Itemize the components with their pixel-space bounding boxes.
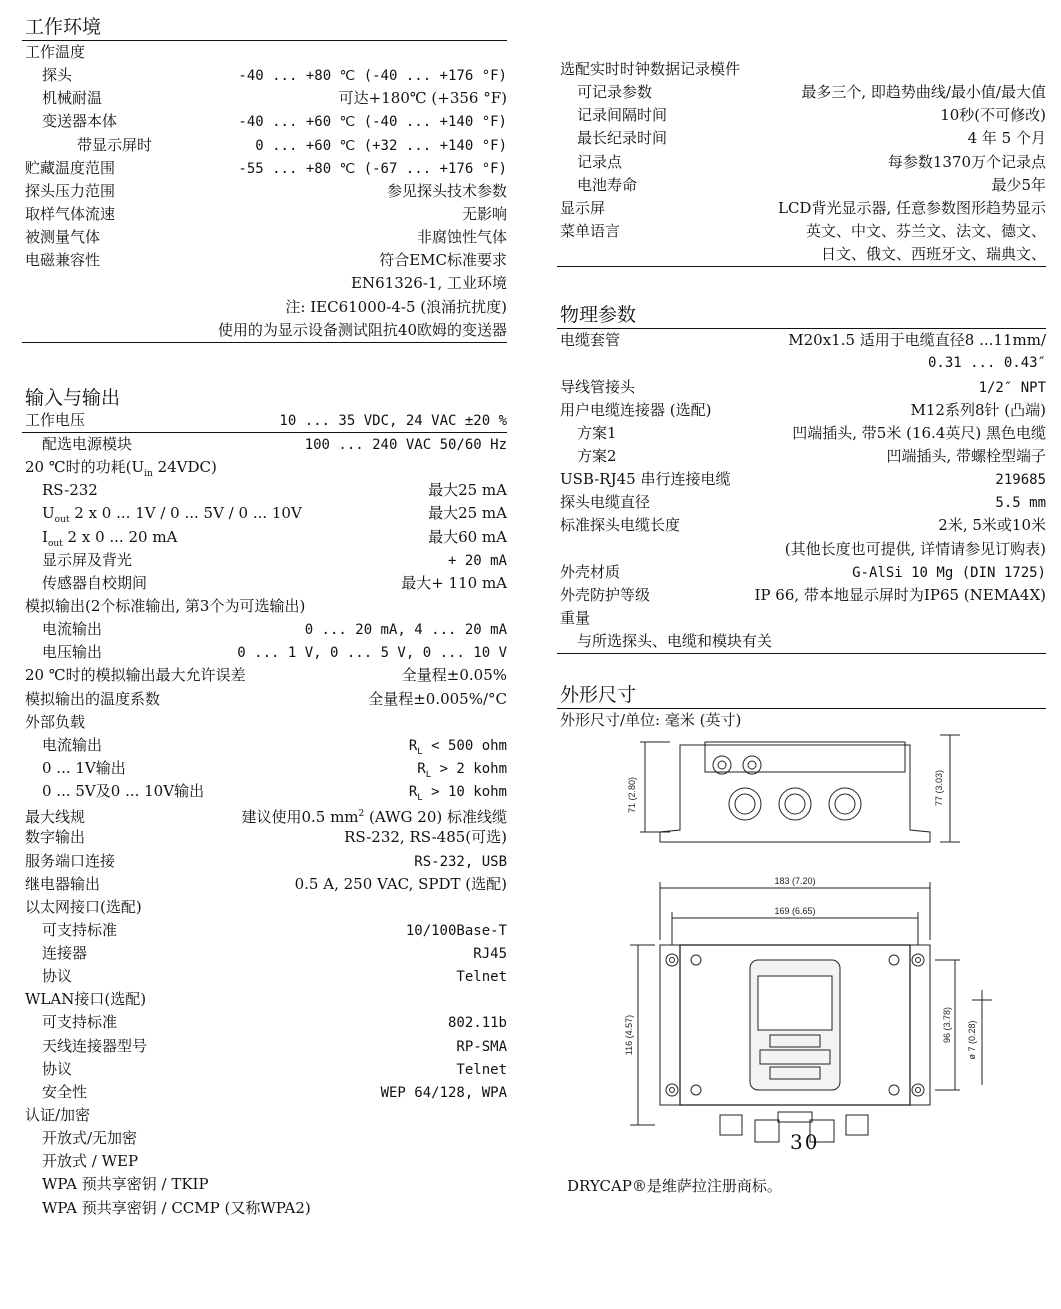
spec-value: + 20 mA [447, 552, 507, 569]
spec-value: 10/100Base-T [405, 922, 507, 939]
spec-row [557, 58, 1046, 81]
spec-label: 工作温度 [25, 43, 86, 61]
spec-label: 电压输出 [42, 643, 103, 662]
spec-value: 0.5 A, 250 VAC, SPDT (选配) [294, 874, 507, 893]
spec-label: WPA 预共享密钥 / CCMP (又称WPA2) [42, 1198, 311, 1217]
spec-value: 10秒(不可修改) [940, 106, 1046, 125]
spec-row [22, 896, 507, 919]
spec-row [22, 873, 507, 896]
spec-value: 全量程±0.005%/°C [368, 689, 507, 708]
spec-row [22, 272, 507, 295]
spec-row [22, 456, 507, 479]
spec-label: 方案2 [577, 446, 617, 465]
spec-label: 工作电压 [25, 410, 86, 429]
spec-label: 探头 [42, 66, 73, 85]
spec-label: 0 ... 1V输出 [42, 758, 126, 777]
dim-w183: 183 (7.20) [774, 876, 816, 886]
spec-value: RP-SMA [456, 1038, 507, 1055]
spec-value: 参见探头技术参数 [386, 181, 507, 200]
spec-row [22, 1104, 507, 1127]
spec-row [22, 409, 507, 433]
spec-row [557, 243, 1046, 266]
spec-label: 用户电缆连接器 (选配) [560, 400, 712, 419]
spec-row [557, 514, 1046, 537]
spec-value: WEP 64/128, WPA [380, 1084, 507, 1101]
spec-row [22, 549, 507, 572]
left-column [22, 14, 507, 1220]
spec-value: -40 ... +60 ℃ (-40 ... +140 °F) [238, 114, 507, 131]
spec-label: 安全性 [42, 1082, 88, 1101]
io-table [22, 409, 507, 1220]
spec-value: RS-232, RS-485(可选) [344, 828, 507, 847]
spec-label: 方案1 [577, 423, 617, 442]
spec-row [22, 711, 507, 734]
spec-row [557, 538, 1046, 561]
spec-row [557, 151, 1046, 174]
spec-value: 注: IEC61000-4-5 (浪涌抗扰度) [285, 297, 507, 316]
spec-value: 日文、俄文、西班牙文、瑞典文、 [820, 245, 1046, 264]
spec-value: 2米, 5米或10米 [938, 516, 1046, 535]
spec-value: 建议使用0.5 $mm^2$ (AWG 20) 标准线缆 [241, 808, 507, 827]
spec-label: 协议 [42, 1059, 73, 1078]
spec-value: 219685 [995, 472, 1046, 489]
spec-value: M20x1.5 适用于电缆直径8 ...11mm/ [788, 331, 1046, 350]
dimensions-subtitle: 外形尺寸/单位: 毫米 (英寸) [560, 711, 742, 730]
spec-row [22, 180, 507, 203]
spec-row [22, 965, 507, 988]
spec-label: WPA 预共享密钥 / TKIP [42, 1175, 209, 1194]
spec-value: 英文、中文、芬兰文、法文、德文、 [805, 221, 1046, 240]
spec-row [22, 1058, 507, 1081]
spec-label: 探头压力范围 [25, 181, 116, 200]
spec-row [557, 197, 1046, 220]
spec-label: 贮藏温度范围 [25, 158, 116, 177]
spec-label: 电磁兼容性 [25, 251, 101, 270]
spec-row [22, 479, 507, 502]
physical-table [557, 329, 1046, 653]
logger-table [557, 58, 1046, 266]
spec-row [22, 296, 507, 319]
spec-value: -40 ... +80 ℃ (-40 ... +176 °F) [238, 68, 507, 85]
spec-row [557, 584, 1046, 607]
spec-label: 取样气体流速 [25, 204, 116, 223]
spec-label: 可支持标准 [42, 920, 118, 939]
spec-label: 最长纪录时间 [577, 129, 668, 148]
spec-value: $R_L < 500$ ohm [408, 737, 507, 757]
dim-d7: ø 7 (0.28) [967, 1020, 977, 1060]
spec-value: 每参数1370万个记录点 [887, 152, 1046, 171]
spec-value: 1/2″ NPT [978, 379, 1046, 396]
spec-value: 10 ... 35 VDC, 24 VAC ±20 % [279, 412, 507, 429]
spec-label: 电池寿命 [577, 175, 638, 194]
spec-label: 电缆套管 [560, 331, 621, 350]
spec-row [557, 468, 1046, 491]
spec-value: 最大25 mA [428, 504, 507, 523]
spec-label: 显示屏及背光 [42, 550, 133, 569]
spec-row [557, 127, 1046, 150]
spec-label: 被测量气体 [25, 228, 101, 247]
spec-label: 天线连接器型号 [42, 1036, 148, 1055]
spec-label: 20 ℃时的模拟输出最大允许误差 [25, 666, 246, 685]
dim-h77: 77 (3.03) [934, 769, 944, 807]
spec-row [557, 445, 1046, 468]
spec-label: $I_{out}$ 2 x 0 ... 20 mA [42, 527, 178, 549]
spec-label: 连接器 [42, 944, 88, 963]
spec-label: 可记录参数 [577, 83, 653, 102]
spec-value: 非腐蚀性气体 [416, 228, 507, 247]
spec-row [22, 64, 507, 87]
spec-value: -55 ... +80 ℃ (-67 ... +176 °F) [238, 160, 507, 177]
spec-label: 与所选探头、电缆和模块有关 [577, 632, 773, 651]
spec-label: 外部负载 [25, 712, 86, 731]
spec-value: 符合EMC标准要求 [379, 251, 507, 270]
spec-label: 协议 [42, 967, 73, 986]
spec-value: 100 ... 240 VAC 50/60 Hz [304, 436, 507, 453]
spec-label: 变送器本体 [42, 112, 118, 131]
spec-label: 选配实时时钟数据记录模件 [560, 60, 741, 78]
spec-row [22, 1081, 507, 1104]
spec-value: (其他长度也可提供, 详情请参见订购表) [784, 539, 1046, 558]
page-number: 30 [790, 1130, 820, 1154]
trademark-footer: DRYCAP®是维萨拉注册商标。 [567, 1177, 782, 1195]
spec-label: RS-232 [42, 481, 98, 500]
dim-h71: 71 (2.80) [627, 776, 637, 814]
spec-row [557, 352, 1046, 375]
spec-row [22, 826, 507, 849]
spec-label: 机械耐温 [42, 89, 103, 108]
spec-row [22, 157, 507, 180]
spec-row [557, 630, 1046, 653]
spec-row [557, 422, 1046, 445]
spec-value: 使用的为显示设备测试阻抗40欧姆的变送器 [217, 320, 507, 339]
spec-value: Telnet [456, 1061, 507, 1078]
spec-row [22, 757, 507, 780]
spec-label: 可支持标准 [42, 1013, 118, 1032]
spec-row [22, 203, 507, 226]
spec-value: RJ45 [473, 946, 507, 963]
spec-row [22, 618, 507, 641]
spec-row [22, 641, 507, 664]
spec-row [22, 433, 507, 456]
spec-value: 最大60 mA [428, 527, 507, 546]
spec-label: 记录间隔时间 [577, 106, 668, 125]
section-title-physical: 物理参数 [557, 302, 1046, 329]
spec-row [22, 226, 507, 249]
spec-row [22, 688, 507, 711]
right-column [557, 58, 1046, 732]
spec-label: 探头电缆直径 [560, 493, 651, 512]
spec-value: $R_L > 2$ kohm [417, 760, 507, 780]
dim-h116: 116 (4.57) [624, 1014, 634, 1056]
spec-value: EN61326-1, 工业环境 [351, 274, 507, 293]
spec-row [22, 919, 507, 942]
spec-label: 配选电源模块 [42, 434, 133, 453]
spec-label: USB-RJ45 串行连接电缆 [560, 470, 731, 489]
spec-value: 最大+ 110 mA [401, 573, 507, 592]
spec-row [22, 134, 507, 157]
spec-row [557, 220, 1046, 243]
spec-row [557, 174, 1046, 197]
spec-value: 最多三个, 即趋势曲线/最小值/最大值 [801, 83, 1046, 102]
spec-row [22, 1197, 507, 1220]
spec-row [22, 850, 507, 873]
spec-row [557, 491, 1046, 514]
spec-label: 最大线规 [25, 808, 86, 827]
spec-row [557, 329, 1046, 352]
spec-row [22, 502, 507, 525]
spec-row [557, 376, 1046, 399]
spec-value: 无影响 [461, 204, 507, 223]
spec-label: 外壳材质 [560, 562, 621, 581]
spec-value: 802.11b [447, 1015, 507, 1032]
spec-row [22, 249, 507, 272]
spec-label: 0 ... 5V及0 ... 10V输出 [42, 782, 205, 801]
spec-row [22, 664, 507, 687]
enclosure-dimension-drawing [610, 720, 1030, 1160]
spec-row [22, 572, 507, 595]
spec-row [22, 1011, 507, 1034]
spec-row [22, 1150, 507, 1173]
spec-value: 0 ... +60 ℃ (+32 ... +140 °F) [255, 137, 507, 154]
front-view [624, 876, 992, 1142]
spec-label: 电流输出 [42, 735, 103, 754]
spec-label: 标准探头电缆长度 [560, 516, 681, 535]
spec-value: $R_L > 10$ kohm [408, 784, 507, 803]
spec-row [22, 87, 507, 110]
spec-row [557, 81, 1046, 104]
spec-row [557, 561, 1046, 584]
spec-value: 凹端插头, 带螺栓型端子 [886, 446, 1046, 465]
spec-row [557, 607, 1046, 630]
spec-value: G-AlSi 10 Mg (DIN 1725) [852, 564, 1046, 581]
spec-label: 外壳防护等级 [560, 585, 651, 604]
spec-label: 导线管接头 [560, 377, 636, 396]
spec-label: $U_{out}$ 2 x 0 ... 1V / 0 ... 5V / 0 ... 10V [42, 504, 302, 526]
spec-label: 以太网接口(选配) [25, 897, 142, 916]
spec-label: WLAN接口(选配) [25, 990, 147, 1009]
spec-label: 认证/加密 [25, 1106, 91, 1125]
spec-row [22, 1035, 507, 1058]
spec-row [557, 399, 1046, 422]
spec-row [22, 595, 507, 618]
spec-row [22, 780, 507, 803]
spec-value: 0 ... 1 V, 0 ... 5 V, 0 ... 10 V [237, 645, 507, 662]
spec-label: 带显示屏时 [77, 135, 153, 154]
spec-label: 模拟输出的温度系数 [25, 689, 161, 708]
spec-label: 继电器输出 [25, 874, 101, 893]
spec-label: 数字输出 [25, 828, 86, 847]
spec-label: 模拟输出(2个标准输出, 第3个为可选输出) [25, 596, 306, 615]
spec-value: Telnet [456, 969, 507, 986]
side-view [627, 735, 960, 842]
spec-label: 开放式 / WEP [42, 1152, 139, 1171]
spec-value: 最少5年 [991, 175, 1046, 194]
spec-label: 重量 [560, 608, 591, 627]
spec-row [22, 319, 507, 342]
spec-label: 20 ℃时的功耗($U_{in}$ 24VDC) [25, 458, 217, 480]
spec-value: M12系列8针 (凸端) [910, 400, 1046, 419]
spec-label: 显示屏 [560, 198, 606, 217]
spec-label: 菜单语言 [560, 221, 621, 240]
spec-value: 可达+180℃ (+356 °F) [338, 89, 507, 108]
spec-row [22, 1127, 507, 1150]
spec-label: 服务端口连接 [25, 851, 116, 870]
spec-value: 0.31 ... 0.43″ [927, 355, 1046, 372]
work-env-table [22, 41, 507, 342]
spec-value: 5.5 mm [995, 495, 1046, 512]
spec-label: 传感器自校期间 [42, 573, 148, 592]
spec-row [22, 942, 507, 965]
section-title-work-env: 工作环境 [22, 14, 507, 41]
dim-h96: 96 (3.78) [942, 1006, 952, 1044]
spec-row [22, 110, 507, 133]
section-title-dimensions: 外形尺寸 [557, 682, 1046, 709]
spec-value: 凹端插头, 带5米 (16.4英尺) 黑色电缆 [792, 423, 1046, 442]
dim-w169: 169 (6.65) [774, 906, 816, 916]
spec-label: 电流输出 [42, 620, 103, 639]
spec-row [22, 734, 507, 757]
spec-value: 全量程±0.05% [401, 666, 507, 685]
spec-row [557, 104, 1046, 127]
spec-value: LCD背光显示器, 任意参数图形趋势显示 [777, 198, 1046, 217]
spec-row [22, 803, 507, 826]
spec-value: IP 66, 带本地显示屏时为IP65 (NEMA4X) [754, 585, 1046, 604]
spec-row [22, 41, 507, 64]
spec-value: 0 ... 20 mA, 4 ... 20 mA [304, 622, 507, 639]
spec-value: RS-232, USB [414, 853, 507, 870]
spec-label: 记录点 [577, 152, 623, 171]
spec-value: 最大25 mA [428, 481, 507, 500]
spec-row [22, 1173, 507, 1196]
section-title-io: 输入与输出 [25, 386, 121, 409]
spec-row [22, 988, 507, 1011]
spec-label: 开放式/无加密 [42, 1129, 138, 1148]
spec-value: 4 年 5 个月 [967, 129, 1046, 148]
